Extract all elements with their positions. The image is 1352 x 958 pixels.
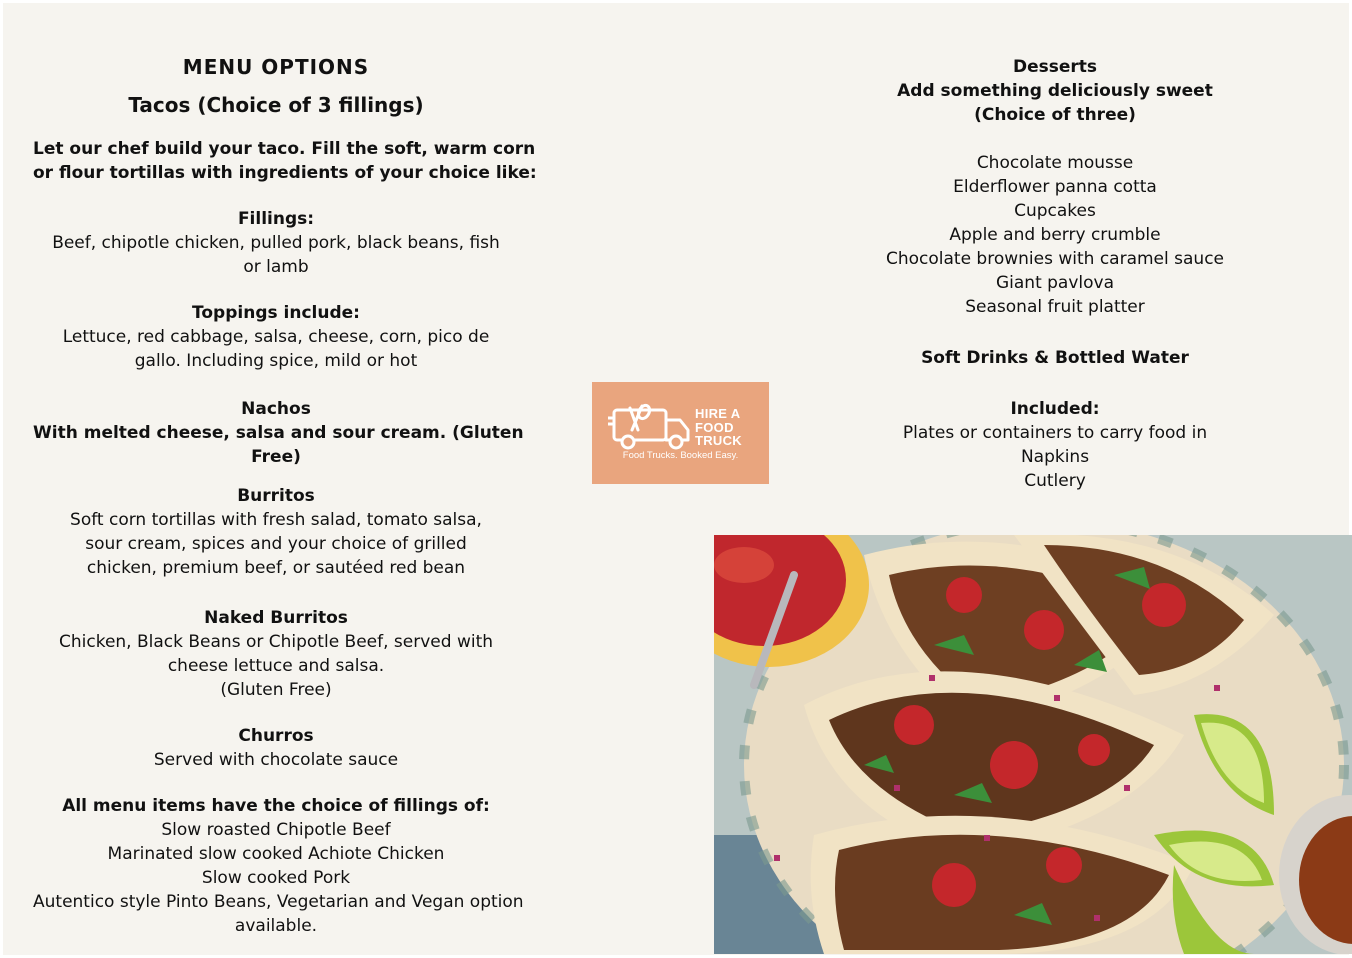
churros-title: Churros [238, 726, 314, 746]
included-title: Included: [1010, 399, 1100, 419]
fillings-section: Fillings: Beef, chipotle chicken, pulled pork, black beans, fish or lamb [33, 207, 519, 279]
nachos-section: Nachos With melted cheese, salsa and sour cream. (Gluten Free) [33, 399, 524, 467]
logo-tagline: Food Trucks. Booked Easy. [622, 450, 739, 461]
included-section [855, 397, 1255, 493]
logo-wordmark: HIRE A FOOD TRUCK [695, 406, 742, 448]
desserts-column [855, 55, 1255, 493]
desserts-list [855, 151, 1255, 319]
burritos-section: Burritos Soft corn tortillas with fresh salad, tomato salsa, sour cream, spices and your choice of grilled chicken, premium beef, or sautéed red bean [33, 484, 519, 580]
list-item: Chocolate brownies with caramel sauce [885, 249, 1225, 269]
burritos-title: Burritos [237, 486, 315, 506]
list-item: Seasonal fruit platter [965, 297, 1145, 317]
toppings-section: Toppings include: Lettuce, red cabbage, salsa, cheese, corn, pico de gallo. Including spice, mild or hot [33, 301, 519, 373]
list-item: Apple and berry crumble [949, 225, 1161, 245]
menu-options-column [33, 53, 537, 938]
food-truck-icon [608, 402, 698, 452]
nachos-title: Nachos [241, 399, 311, 419]
hire-a-food-truck-logo [592, 382, 769, 484]
desserts-section [855, 55, 1255, 127]
tacos-illustration [714, 535, 1352, 954]
list-item: Napkins [1020, 447, 1090, 467]
drinks-section [855, 346, 1255, 370]
fillings-label: Fillings: [237, 209, 315, 229]
list-item: Cupcakes [1014, 201, 1096, 221]
naked-burritos-title: Naked Burritos [204, 608, 348, 628]
list-item: Plates or containers to carry food in [902, 423, 1208, 443]
list-item: Chocolate mousse [976, 153, 1134, 173]
desserts-title: Desserts [1012, 57, 1098, 77]
toppings-label: Toppings include: [192, 303, 360, 323]
churros-section: Churros Served with chocolate sauce [33, 724, 519, 772]
fillings-choice-section: All menu items have the choice of fillings of: Slow roasted Chipotle Beef Marinated slow cooked Achiote Chicken Slow cooked Pork Autentico style Pinto Beans, Vegetarian and Vegan option available. [33, 796, 524, 936]
menu-heading: MENU OPTIONS [182, 55, 370, 79]
tacos-intro: Let our chef build your taco. Fill the soft, warm corn or flour tortillas with ingredients of your choice like: [33, 139, 537, 183]
naked-burritos-section: Naked Burritos Chicken, Black Beans or Chipotle Beef, served with cheese lettuce and salsa. (Gluten Free) [33, 606, 519, 702]
list-item: Cutlery [1024, 471, 1086, 491]
drinks-title: Soft Drinks & Bottled Water [921, 348, 1189, 368]
tacos-photo [714, 535, 1352, 954]
desserts-subtitle: Add something deliciously sweet [897, 81, 1213, 101]
list-item: Elderflower panna cotta [953, 177, 1157, 197]
tacos-title: Tacos (Choice of 3 fillings) [128, 93, 424, 117]
fillings-choice-title: All menu items have the choice of fillings of: [62, 796, 490, 816]
desserts-choice: (Choice of three) [974, 105, 1136, 125]
list-item: Giant pavlova [995, 273, 1115, 293]
